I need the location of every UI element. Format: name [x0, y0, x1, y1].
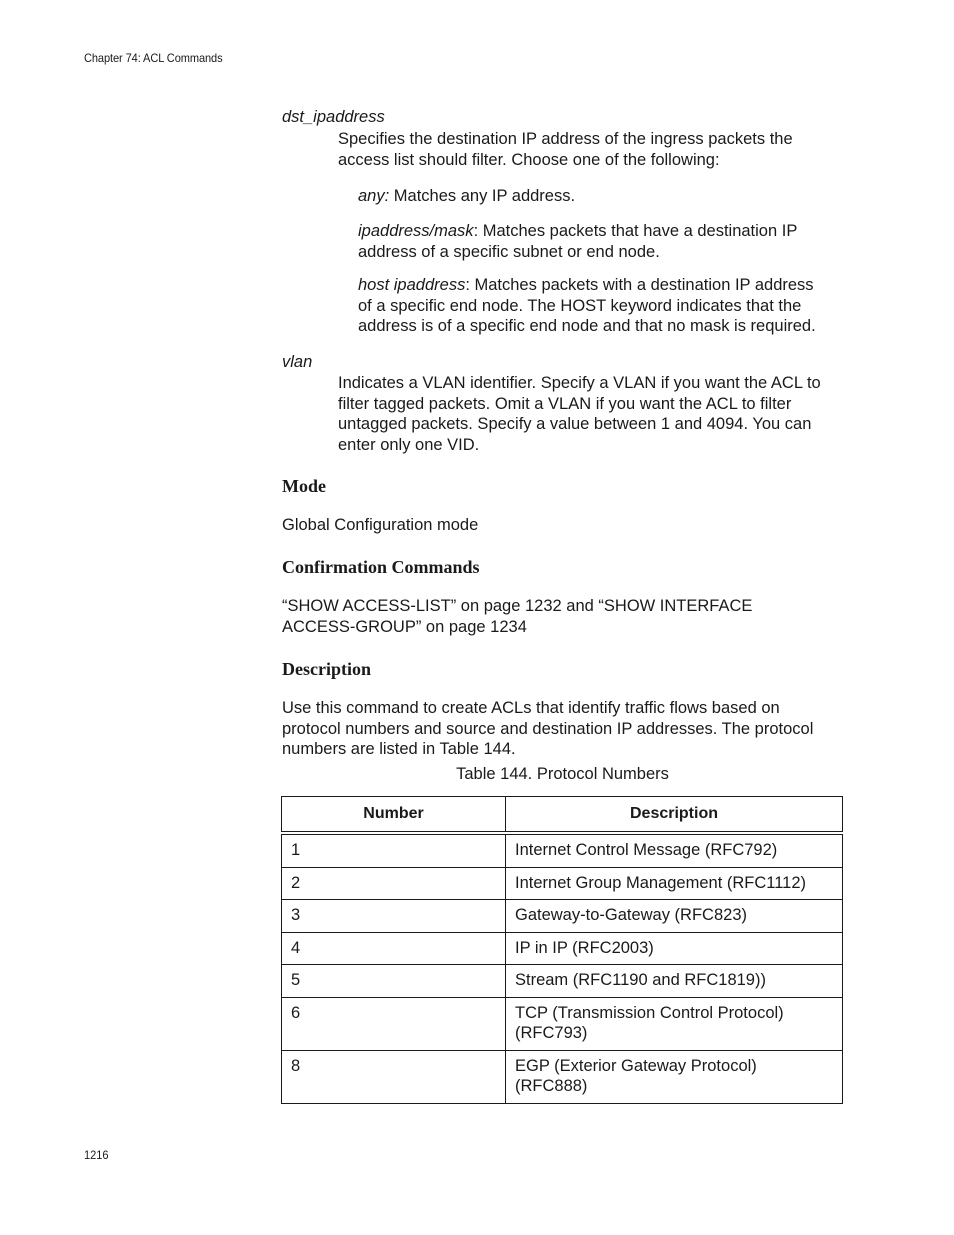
option-term: any: [358, 187, 390, 205]
column-header-description: Description [506, 797, 843, 834]
option-any [358, 186, 575, 207]
table-row [282, 900, 843, 933]
text-line: Specifies the destination IP address of the ingress packets the [338, 130, 793, 148]
text-line: Internet Group Management (RFC1112) [515, 873, 807, 892]
text-line: (RFC793) [515, 1024, 588, 1042]
text-line: of a specific end node. The HOST keyword indicates that the [358, 296, 802, 315]
option-term: host ipaddress [358, 276, 466, 294]
table-row [282, 833, 843, 867]
table-row [282, 997, 843, 1050]
cell-description [506, 997, 843, 1050]
table-caption: Table 144. Protocol Numbers [456, 765, 669, 783]
confirmation-text [282, 596, 752, 637]
section-heading-confirmation: Confirmation Commands [282, 557, 480, 577]
cell-description [506, 1050, 843, 1103]
text-line: EGP (Exterior Gateway Protocol) [515, 1056, 757, 1075]
cell-number: 6 [282, 997, 506, 1050]
cell-number: 4 [282, 932, 506, 965]
text-line: “SHOW ACCESS-LIST” on page 1232 and “SHOW INTERFACE [282, 597, 753, 615]
table-header-row [282, 797, 843, 834]
text-line: ACCESS-GROUP” on page 1234 [282, 617, 527, 636]
section-heading-mode: Mode [282, 476, 326, 496]
section-heading-description: Description [282, 659, 371, 679]
option-text: Matches any IP address. [389, 187, 576, 205]
cell-number: 8 [282, 1050, 506, 1103]
option-host-ipaddress [358, 275, 816, 337]
text-line: Gateway-to-Gateway (RFC823) [515, 906, 747, 924]
running-header: Chapter 74: ACL Commands [84, 51, 223, 65]
text-line: filter tagged packets. Omit a VLAN if you want the ACL to filter [338, 394, 792, 413]
table-row [282, 1050, 843, 1103]
text-line: IP in IP (RFC2003) [515, 938, 654, 957]
cell-description [506, 867, 843, 900]
protocol-numbers-table [281, 796, 843, 1104]
option-text: : Matches packets that have a destination IP [473, 222, 798, 240]
text-line: Internet Control Message (RFC792) [515, 841, 778, 859]
text-line: address of a specific subnet or end node. [358, 242, 660, 261]
param-desc-vlan [338, 373, 821, 455]
column-header-number: Number [282, 797, 506, 834]
page-number: 1216 [84, 1148, 109, 1162]
cell-number: 5 [282, 965, 506, 998]
text-line: TCP (Transmission Control Protocol) [515, 1003, 784, 1022]
table-row [282, 932, 843, 965]
cell-number: 1 [282, 833, 506, 867]
param-term-dst-ipaddress: dst_ipaddress [282, 108, 385, 126]
option-term: ipaddress/mask [358, 222, 474, 240]
text-line: (RFC888) [515, 1077, 588, 1095]
cell-description [506, 965, 843, 998]
text-line: protocol numbers and source and destination IP addresses. The protocol [282, 719, 814, 738]
cell-number: 2 [282, 867, 506, 900]
text-line: numbers are listed in Table 144. [282, 740, 516, 758]
param-desc-dst-ipaddress [338, 129, 793, 170]
table-row [282, 867, 843, 900]
cell-number: 3 [282, 900, 506, 933]
text-line: enter only one VID. [338, 435, 480, 454]
table-row [282, 965, 843, 998]
cell-description [506, 900, 843, 933]
text-line: access list should filter. Choose one of the following: [338, 150, 720, 169]
text-line: Indicates a VLAN identifier. Specify a VLAN if you want the ACL to [338, 374, 821, 392]
cell-description [506, 932, 843, 965]
description-text [282, 698, 813, 760]
param-term-vlan: vlan [282, 353, 313, 371]
mode-text: Global Configuration mode [282, 516, 479, 534]
text-line: address is of a specific end node and that no mask is required. [358, 317, 816, 335]
text-line: untagged packets. Specify a value between 1 and 4094. You can [338, 415, 812, 433]
option-ipaddress-mask [358, 221, 797, 262]
option-text: : Matches packets with a destination IP address [465, 276, 814, 294]
cell-description [506, 833, 843, 867]
text-line: Use this command to create ACLs that identify traffic flows based on [282, 699, 780, 717]
text-line: Stream (RFC1190 and RFC1819)) [515, 971, 766, 989]
